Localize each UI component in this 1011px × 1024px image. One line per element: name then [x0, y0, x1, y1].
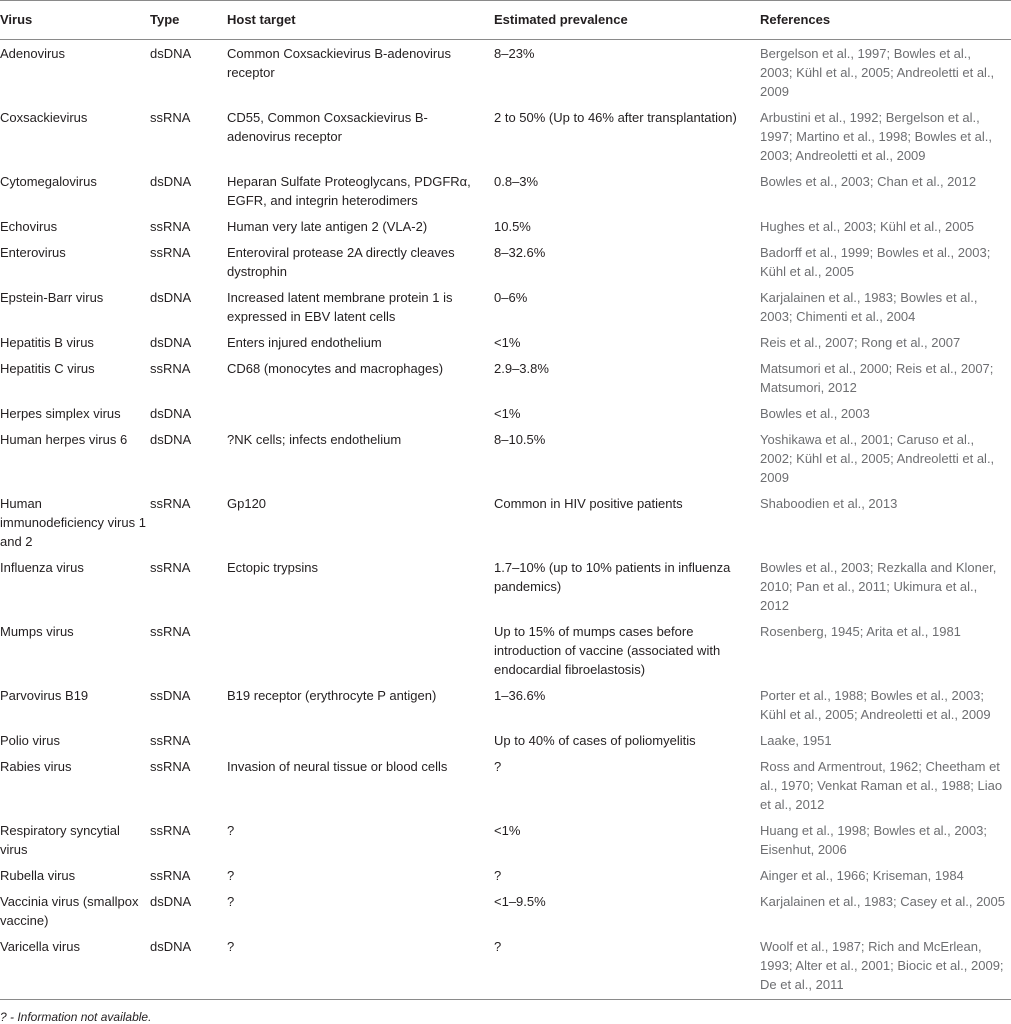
cell-host-target: Enteroviral protease 2A directly cleaves dystrophin	[227, 245, 455, 279]
table-row	[0, 888, 1011, 933]
table-row	[0, 426, 1011, 490]
cell-virus: Influenza virus	[0, 560, 84, 575]
cell-references: Bowles et al., 2003; Rezkalla and Kloner, 2010; Pan et al., 2011; Ukimura et al., 2012	[760, 560, 997, 613]
table-row	[0, 400, 1011, 426]
table-row	[0, 727, 1011, 753]
cell-type: dsDNA	[150, 290, 192, 305]
header-virus: Virus	[0, 1, 150, 40]
cell-prevalence: 0–6%	[494, 290, 528, 305]
cell-type: dsDNA	[150, 335, 192, 350]
table-row	[0, 490, 1011, 554]
table-row	[0, 554, 1011, 618]
header-row	[0, 1, 1011, 40]
cell-virus: Rubella virus	[0, 868, 76, 883]
cell-references: Shaboodien et al., 2013	[760, 496, 898, 511]
cell-host-target	[227, 618, 494, 682]
cell-virus: Polio virus	[0, 733, 60, 748]
cell-host-target: ?	[227, 823, 235, 838]
cell-host-target: ?	[227, 933, 494, 1000]
cell-host-target: Invasion of neural tissue or blood cells	[227, 759, 448, 774]
cell-prevalence: Common in HIV positive patients	[494, 496, 683, 511]
table-row	[0, 329, 1011, 355]
cell-references: Arbustini et al., 1992; Bergelson et al., 1997; Martino et al., 1998; Bowles et al., 2003; Andreoletti et al., 2009	[760, 110, 992, 163]
cell-type: dsDNA	[150, 174, 192, 189]
cell-type: dsDNA	[150, 406, 192, 421]
cell-references: Ross and Armentrout, 1962; Cheetham et al., 1970; Venkat Raman et al., 1988; Liao et al., 2012	[760, 759, 1003, 812]
cell-type: ssRNA	[150, 759, 191, 774]
table-row	[0, 213, 1011, 239]
cell-virus: Human immunodeficiency virus 1 and 2	[0, 496, 146, 549]
cell-type: ssRNA	[150, 219, 191, 234]
cell-type: ssRNA	[150, 496, 191, 511]
cell-prevalence: Up to 40% of cases of poliomyelitis	[494, 733, 696, 748]
cell-host-target: Enters injured endothelium	[227, 335, 382, 350]
cell-host-target	[227, 400, 494, 426]
table-row	[0, 682, 1011, 727]
cell-references: Laake, 1951	[760, 733, 832, 748]
cell-host-target	[227, 727, 494, 753]
cell-type: dsDNA	[150, 933, 227, 1000]
cell-prevalence: ?	[494, 868, 502, 883]
cell-prevalence: ?	[494, 933, 760, 1000]
cell-prevalence: Up to 15% of mumps cases before introduction of vaccine (associated with endocardial fibroelastosis)	[494, 624, 721, 677]
cell-references: Badorff et al., 1999; Bowles et al., 2003; Kühl et al., 2005	[760, 245, 991, 279]
cell-type: dsDNA	[150, 894, 192, 909]
cell-virus: Hepatitis C virus	[0, 361, 95, 376]
header-references: References	[760, 1, 1011, 40]
cell-references: Huang et al., 1998; Bowles et al., 2003; Eisenhut, 2006	[760, 823, 987, 857]
cell-host-target: Common Coxsackievirus B-adenovirus receptor	[227, 46, 451, 80]
table-row	[0, 933, 1011, 1000]
header-type: Type	[150, 1, 227, 40]
table-row	[0, 753, 1011, 817]
cell-references: Ainger et al., 1966; Kriseman, 1984	[760, 868, 964, 883]
cell-type: dsDNA	[150, 432, 192, 447]
cell-type: ssRNA	[150, 560, 191, 575]
cell-host-target: Heparan Sulfate Proteoglycans, PDGFRα, EGFR, and integrin heterodimers	[227, 174, 471, 208]
table-row	[0, 862, 1011, 888]
table-row	[0, 40, 1011, 105]
header-host-target: Host target	[227, 1, 494, 40]
cell-host-target: Human very late antigen 2 (VLA-2)	[227, 219, 428, 234]
cell-references: Bergelson et al., 1997; Bowles et al., 2003; Kühl et al., 2005; Andreoletti et al., 2009	[760, 46, 995, 99]
cell-virus: Human herpes virus 6	[0, 432, 128, 447]
cell-prevalence: <1%	[494, 335, 521, 350]
cell-virus: Rabies virus	[0, 759, 72, 774]
cell-references: Matsumori et al., 2000; Reis et al., 2007; Matsumori, 2012	[760, 361, 994, 395]
cell-type: ssRNA	[150, 624, 191, 639]
cell-references: Porter et al., 1988; Bowles et al., 2003; Kühl et al., 2005; Andreoletti et al., 2009	[760, 688, 991, 722]
cell-host-target: Gp120	[227, 496, 267, 511]
cell-host-target: B19 receptor (erythrocyte P antigen)	[227, 688, 437, 703]
cell-prevalence: <1–9.5%	[494, 894, 546, 909]
cell-prevalence: 2.9–3.8%	[494, 361, 549, 376]
cell-prevalence: 1.7–10% (up to 10% patients in influenza pandemics)	[494, 560, 731, 594]
cell-type: dsDNA	[150, 46, 192, 61]
cell-prevalence: 8–32.6%	[494, 245, 546, 260]
cell-virus: Echovirus	[0, 219, 58, 234]
cell-references: Hughes et al., 2003; Kühl et al., 2005	[760, 219, 974, 234]
cell-prevalence: 1–36.6%	[494, 688, 546, 703]
table-footnote: ? - Information not available.	[0, 1010, 152, 1024]
cell-virus: Adenovirus	[0, 46, 66, 61]
cell-type: ssRNA	[150, 245, 191, 260]
cell-references: Karjalainen et al., 1983; Bowles et al., 2003; Chimenti et al., 2004	[760, 290, 978, 324]
table-row	[0, 284, 1011, 329]
table-row	[0, 239, 1011, 284]
cell-type: ssRNA	[150, 823, 191, 838]
cell-references: Karjalainen et al., 1983; Casey et al., 2005	[760, 894, 1005, 909]
cell-references: Bowles et al., 2003	[760, 406, 870, 421]
cell-virus: Enterovirus	[0, 245, 66, 260]
cell-prevalence: 8–10.5%	[494, 432, 546, 447]
cell-prevalence: <1%	[494, 406, 521, 421]
cell-type: ssRNA	[150, 733, 191, 748]
cell-references: Rosenberg, 1945; Arita et al., 1981	[760, 624, 961, 639]
cell-virus: Coxsackievirus	[0, 110, 88, 125]
cell-host-target: ?	[227, 868, 235, 883]
table-body	[0, 40, 1011, 1000]
cell-virus: Herpes simplex virus	[0, 406, 121, 421]
cell-prevalence: 8–23%	[494, 46, 535, 61]
cell-references: Woolf et al., 1987; Rich and McErlean, 1993; Alter et al., 2001; Biocic et al., 2009; De et al., 2011	[760, 933, 1011, 1000]
cell-prevalence: ?	[494, 759, 502, 774]
cell-host-target: Ectopic trypsins	[227, 560, 319, 575]
cell-virus: Hepatitis B virus	[0, 335, 94, 350]
cell-references: Yoshikawa et al., 2001; Caruso et al., 2002; Kühl et al., 2005; Andreoletti et al., 2009	[760, 432, 995, 485]
cell-prevalence: <1%	[494, 823, 521, 838]
table-row	[0, 355, 1011, 400]
cell-type: ssDNA	[150, 688, 191, 703]
cell-type: ssRNA	[150, 868, 191, 883]
header-estimated-prevalence: Estimated prevalence	[494, 1, 760, 40]
table-row	[0, 168, 1011, 213]
cell-prevalence: 10.5%	[494, 219, 531, 234]
cell-host-target: ?	[227, 894, 235, 909]
cell-references: Bowles et al., 2003; Chan et al., 2012	[760, 174, 977, 189]
cell-references: Reis et al., 2007; Rong et al., 2007	[760, 335, 961, 350]
cell-virus: Epstein-Barr virus	[0, 290, 104, 305]
table-header	[0, 1, 1011, 40]
table-row	[0, 618, 1011, 682]
cell-virus: Parvovirus B19	[0, 688, 89, 703]
cell-host-target: CD68 (monocytes and macrophages)	[227, 361, 444, 376]
cell-host-target: Increased latent membrane protein 1 is expressed in EBV latent cells	[227, 290, 453, 324]
cell-prevalence: 2 to 50% (Up to 46% after transplantation)	[494, 110, 737, 125]
cell-virus: Mumps virus	[0, 624, 74, 639]
cell-type: ssRNA	[150, 110, 191, 125]
table-row	[0, 817, 1011, 862]
cell-virus: Varicella virus	[0, 933, 150, 1000]
table-row	[0, 104, 1011, 168]
cell-virus: Respiratory syncytial virus	[0, 823, 120, 857]
cell-type: ssRNA	[150, 361, 191, 376]
cell-host-target: CD55, Common Coxsackievirus B-adenovirus receptor	[227, 110, 428, 144]
cell-host-target: ?NK cells; infects endothelium	[227, 432, 402, 447]
cell-virus: Vaccinia virus (smallpox vaccine)	[0, 894, 139, 928]
cell-virus: Cytomegalovirus	[0, 174, 97, 189]
cell-prevalence: 0.8–3%	[494, 174, 539, 189]
